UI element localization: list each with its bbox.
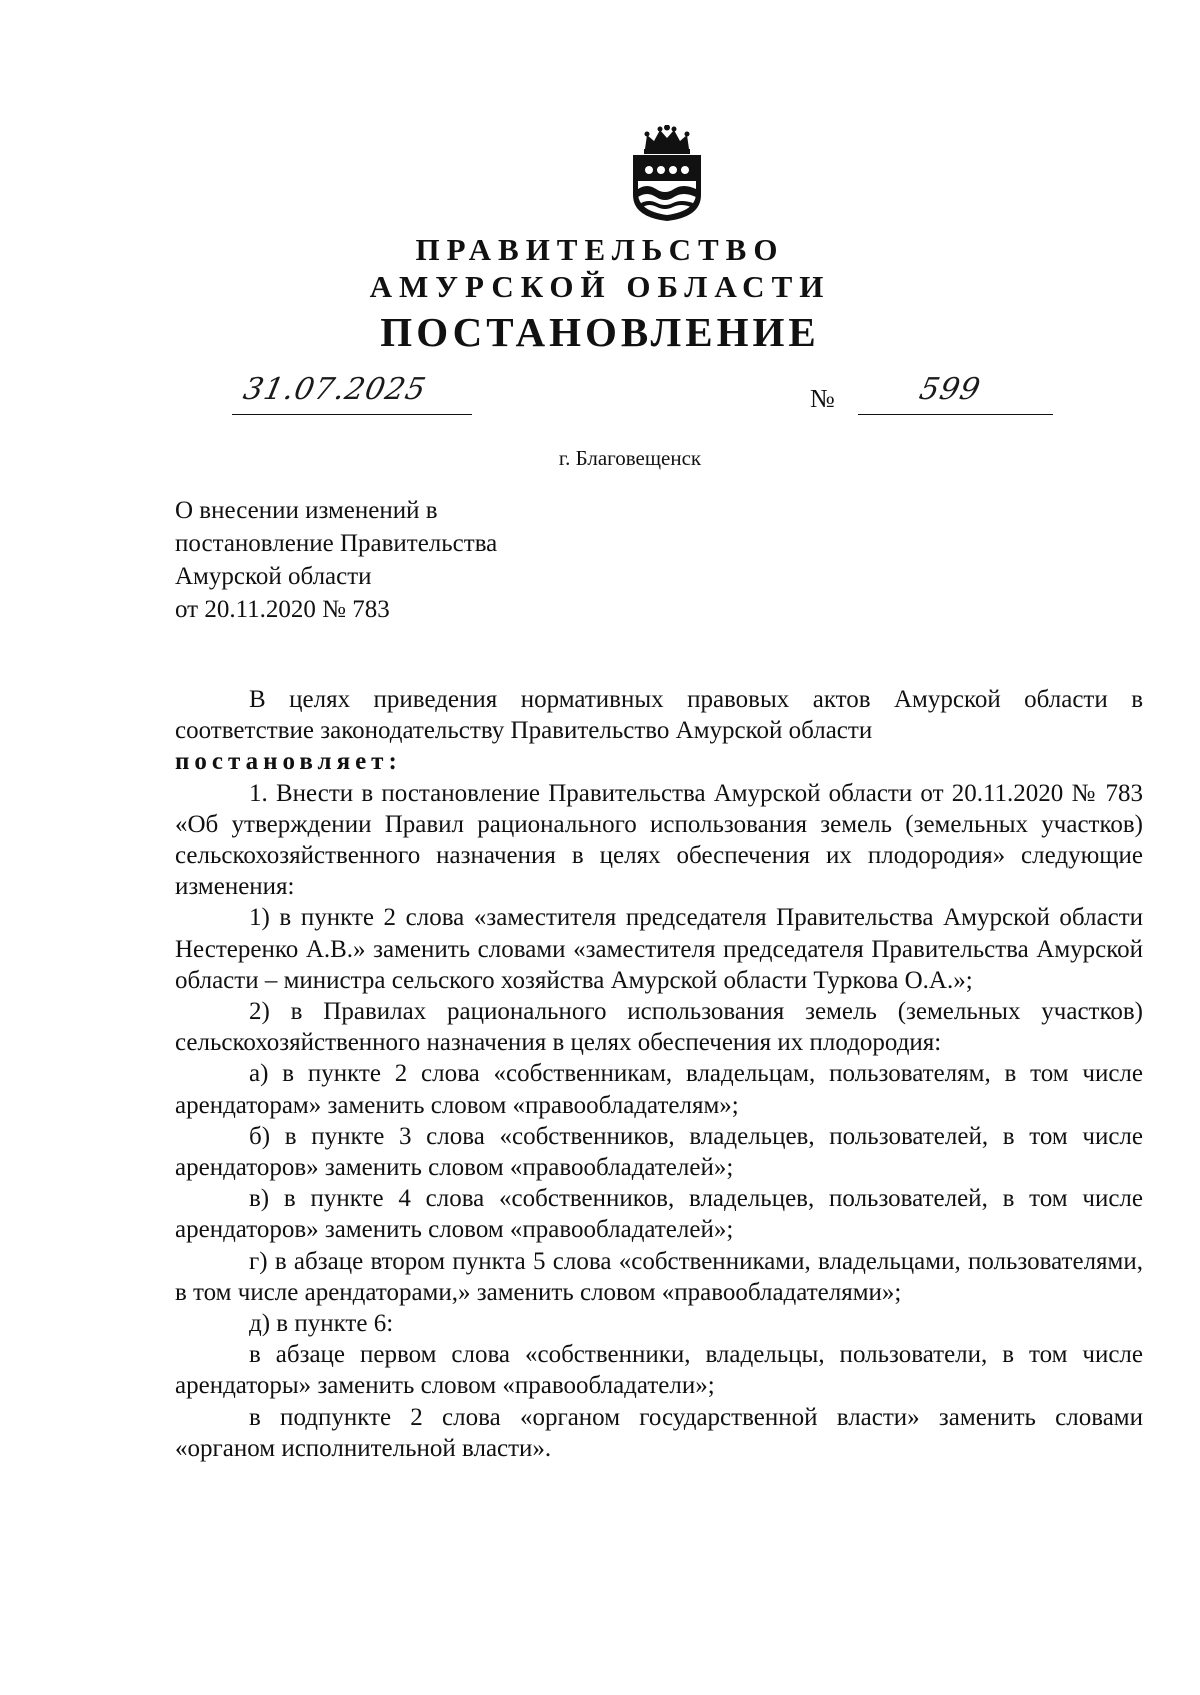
registration-date: 31.07.2025 <box>240 372 430 407</box>
body-paragraph: г) в абзаце втором пункта 5 слова «собственниками, владельцами, пользователями, в том числе арендаторами,» заменить словом «правообладателями»; <box>175 1247 1143 1306</box>
document-body <box>175 684 1143 1464</box>
subject-line: от 20.11.2020 № 783 <box>175 596 390 623</box>
body-paragraph: д) в пункте 6: <box>249 1310 394 1338</box>
document-type-title: ПОСТАНОВЛЕНИЕ <box>380 309 820 355</box>
registration-number-label: № <box>810 384 835 413</box>
subject-line: О внесении изменений в <box>175 497 438 524</box>
body-paragraph: в подпункте 2 слова «органом государственной власти» заменить словами «органом исполнительной власти». <box>175 1403 1143 1462</box>
registration-date-field <box>232 372 472 415</box>
body-paragraph: б) в пункте 3 слова «собственников, владельцев, пользователей, в том числе арендаторов» заменить словом «правообладателей»; <box>175 1122 1143 1182</box>
decree-word: постановляет: <box>175 748 402 776</box>
preamble-paragraph: В целях приведения нормативных правовых актов Амурской области в соответствие законодательству Правительство Амурской области <box>175 686 1143 745</box>
document-subject <box>175 494 635 626</box>
body-paragraph: 1) в пункте 2 слова «заместителя председателя Правительства Амурской области Нестеренко А.В.» заменить словами «заместителя председателя Правительства Амурской области – министра сельского хозяйства Амурской области Туркова О.А.»; <box>175 904 1143 994</box>
registration-number-field <box>858 372 1053 415</box>
organization-name-line2: АМУРСКОЙ ОБЛАСТИ <box>369 269 831 304</box>
subject-line: постановление Правительства <box>175 530 498 557</box>
amur-oblast-coat-of-arms-icon <box>627 125 707 223</box>
organization-name-line1: ПРАВИТЕЛЬСТВО <box>415 232 785 267</box>
body-paragraph: в) в пункте 4 слова «собственников, владельцев, пользователей, в том числе арендаторов» заменить словом «правообладателей»; <box>175 1185 1143 1244</box>
subject-line: Амурской области <box>175 563 372 590</box>
body-paragraph: а) в пункте 2 слова «собственникам, владельцам, пользователям, в том числе арендаторам» заменить словом «правообладателям»; <box>175 1060 1143 1119</box>
registration-number: 599 <box>916 372 984 407</box>
body-paragraph: 1. Внести в постановление Правительства Амурской области от 20.11.2020 № 783 «Об утверждении Правил рационального использования земель (земельных участков) сельскохозяйственного назначения в целях обеспечения их плодородия» следующие изменения: <box>175 779 1143 901</box>
city-of-issue: г. Благовещенск <box>558 446 702 470</box>
body-paragraph: в абзаце первом слова «собственники, владельцы, пользователи, в том числе арендаторы» заменить словом «правообладатели»; <box>175 1341 1143 1400</box>
body-paragraph: 2) в Правилах рационального использования земель (земельных участков) сельскохозяйственного назначения в целях обеспечения их плодородия: <box>175 998 1143 1057</box>
